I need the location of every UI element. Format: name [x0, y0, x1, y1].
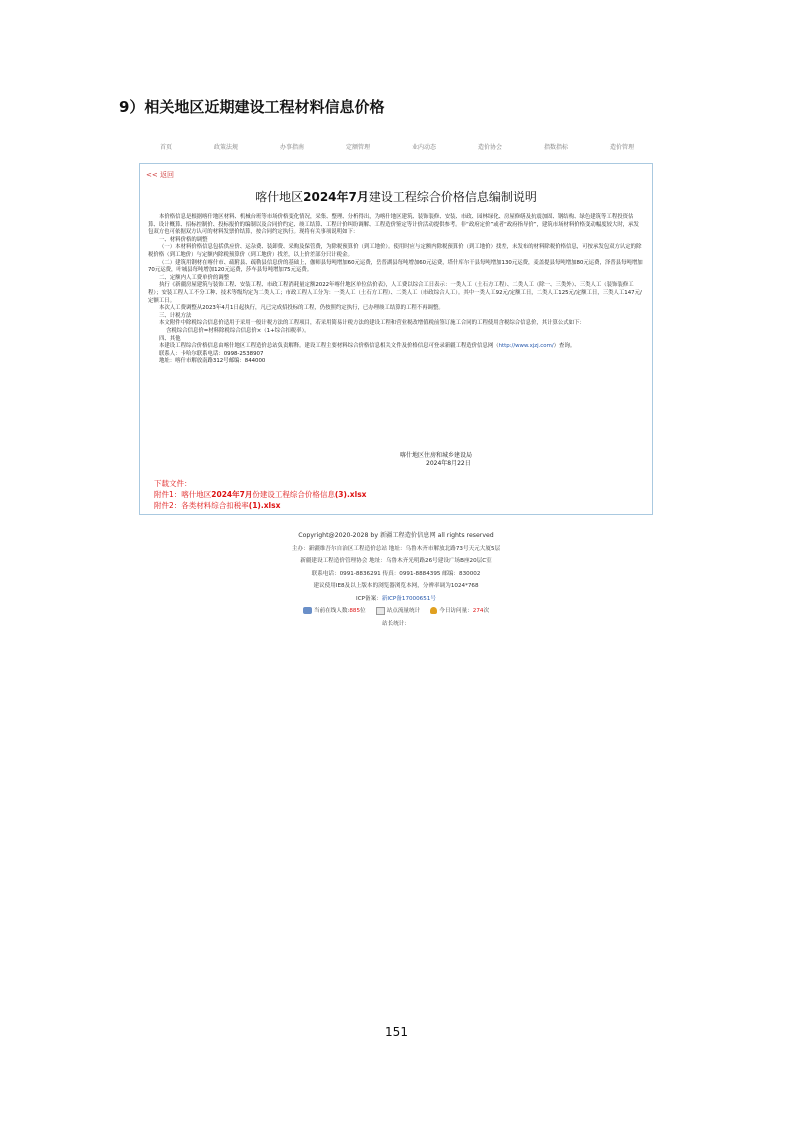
doc-title: [140, 188, 652, 205]
attachment-1-ext[interactable]: (3).xlsx: [334, 490, 367, 499]
online-count: [303, 605, 366, 618]
footer-sponsor: 主办：新疆维吾尔自治区工程造价总站 地址：乌鲁木齐市解放北路73号天元大厦5层: [291, 545, 501, 552]
footer-contact: 联系电话：0991-8836291 传真：0991-8884395 邮编：830002: [311, 570, 481, 577]
footer-management: 新疆建设工程造价管理协会 地址：乌鲁木齐光明路26号建设广场B座20层C室: [300, 558, 492, 564]
signature-block: [388, 452, 508, 468]
other-text: 本建设工程综合价格信息由喀什地区工程造价总站负责解释。建设工程主要材料综合价格信息相关文件及价格信息可登录新疆工程造价信息网（: [159, 343, 499, 350]
nav-item-association[interactable]: 造价协会: [477, 143, 502, 151]
attachment-1-name-post[interactable]: 份建设工程综合价格信息: [252, 490, 335, 499]
section-title: 9）相关地区近期建设工程材料信息价格: [119, 98, 385, 116]
heading-other: 四、其他: [159, 335, 181, 342]
flow-label[interactable]: 站点流量统计: [386, 608, 421, 614]
footer-stats-label: 站长统计：: [382, 620, 410, 627]
material-para-2: （二）建筑用钢材在喀什市、疏附县、疏勒县信息价的基础上，伽师县每吨增加60元运费，岳普湖县每吨增加60元运费，塔什库尔干县每吨增加130元运费，麦盖提县每吨增加80元运费，泽普县每吨增加70元运费，叶城县每吨增加120元运费，莎车县每吨增加75元运费。: [148, 259, 643, 274]
labor-para-1: 执行《新疆房屋建筑与装饰工程、安装工程、市政工程消耗量定额2022年喀什地区单位估价表》，人工费以综合工日表示：一类人工（土石方工程）、二类人工（除一、三类外）、三类人工（装饰装修工程）；安装工程人工不分工种、技术等级均定为二类人工；市政工程人工分为：一类人工（土石方工程）、二类人工（市政综合人工）。其中一类人工92元/定额工日，二类人工125元/定额工日，三类人工147元/定额工日。: [148, 282, 642, 304]
intro-paragraph: 本价格信息是根据喀什地区材料、机械台班等市场价格变化情况，采集、整理、分析得出，为喀什地区建筑、装饰装修、安装、市政、园林绿化、房屋修缮及抗震加固、钢结构、绿色建筑等工程投资估算、设计概算、招标控制价、投标报价的编制以及合同价约定、竣工结算、工程计价纠纷调解、工程造价鉴定等计价活动提供参考。非“政府定价”或者“政府指导价”，建筑市场材料价格变动幅度较大时，承发包双方也可依据双方认可的材料发票价结算，按合同约定执行。现将有关事项说明如下：: [148, 214, 639, 236]
tax-para-1: 本文附件中除税综合信息价适用于采用一般计税方法的工程项目，若采用简易计税方法的建设工程和营业税改增值税前签订施工合同的工程使用含税综合信息价，其计算公式如下：: [159, 320, 585, 327]
attachment-1-year[interactable]: 2024年7月: [211, 490, 253, 499]
footer-browser-note: 建议使用IE8及以上版本的浏览器浏览本网，分辨率调为1024*768: [313, 583, 479, 589]
attachment-1-prefix: 附件1：: [154, 490, 182, 499]
nav-item-cost[interactable]: 造价管理: [609, 143, 634, 151]
attachment-1[interactable]: [154, 489, 367, 500]
labor-para-2: 本次人工费调整从2023年4月1日起执行，凡已完成招投标的工程，仍按照约定执行，已办理竣工结算的工程不再调整。: [159, 305, 444, 312]
doc-title-pre: 喀什地区: [255, 190, 304, 204]
site-nav: [139, 139, 655, 153]
address-line: [148, 358, 644, 366]
footer-icp: [139, 593, 653, 606]
flow-stats[interactable]: [376, 605, 421, 618]
doc-title-year: 2024年7月: [303, 190, 369, 204]
page-number: 151: [385, 1025, 408, 1039]
visits-count: [430, 605, 489, 618]
back-link[interactable]: << 返回: [146, 171, 174, 179]
postcode: 邮编：844000: [228, 358, 266, 365]
site-footer: [139, 530, 653, 630]
doc-title-post: 建设工程综合价格信息编制说明: [368, 190, 537, 204]
website-link[interactable]: http://www.xjzj.com/: [498, 343, 554, 350]
signature-date: 2024年8月22日: [426, 460, 471, 467]
nav-item-index[interactable]: 指数指标: [543, 143, 568, 151]
visitor-icon: [430, 607, 437, 614]
footer-copyright: Copyright@2020-2028 by 新疆工程造价信息网 all rights reserved: [298, 532, 494, 539]
nav-item-quota[interactable]: 定额管理: [345, 143, 370, 151]
address: 地址：喀什市解放南路312号: [159, 358, 229, 365]
contact-phone: 联系电话：0998-2538907: [196, 350, 264, 357]
tax-formula: 含税综合信息价=材料除税综合信息价×（1+综合扣税率）。: [166, 327, 310, 334]
online-label: 当前在线人数:: [313, 608, 350, 614]
downloads: [154, 478, 367, 511]
online-value: 885: [349, 608, 361, 614]
footer-stats: [139, 605, 653, 618]
attachment-2[interactable]: [154, 500, 367, 511]
other-text-end: ）查询。: [553, 343, 576, 350]
nav-item-guide[interactable]: 办事指南: [279, 143, 304, 151]
visits-label: 今日访问量：: [439, 608, 473, 614]
material-para-1: （一）本材料价格信息包括供应价、运杂费、装卸费、采购及保管费，为除税预算价（到工地价）。使用时应与定额内除税预算价（到工地价）找差，未发布的材料除税价格信息，可按承发包双方认定的除税价格（到工地价）与定额内除税预算价（到工地价）找差，以上价差部分只计税金。: [148, 244, 642, 258]
attachment-2-name[interactable]: 各类材料综合扣税率: [181, 501, 249, 510]
attachment-2-prefix: 附件2：: [154, 501, 182, 510]
icp-label: ICP备案：: [356, 595, 382, 602]
signature-org: 喀什地区住房和城乡建设局: [400, 452, 473, 459]
heading-material: 一、材料价格的调整: [159, 236, 208, 243]
attachment-2-ext[interactable]: (1).xlsx: [248, 501, 281, 510]
other-para: [148, 343, 644, 351]
online-users-icon: [303, 607, 312, 614]
nav-item-news[interactable]: 业内动态: [411, 143, 436, 151]
visits-value: 274: [472, 608, 484, 614]
attachment-1-name-pre[interactable]: 喀什地区: [181, 490, 212, 499]
icp-link[interactable]: 新ICP备17000651号: [381, 595, 436, 602]
visits-unit: 次: [483, 608, 490, 614]
downloads-label: 下载文件：: [154, 479, 192, 488]
content-panel: [139, 163, 653, 515]
online-unit: 位: [360, 608, 366, 614]
contact-person: 联系人：卡哈尔: [159, 350, 197, 357]
nav-item-home[interactable]: 首页: [159, 143, 172, 151]
heading-labor: 二、定额内人工费单价的调整: [159, 274, 230, 281]
broken-image-icon: [376, 607, 385, 615]
heading-tax: 三、计税方法: [159, 312, 192, 319]
nav-item-policy[interactable]: 政策法规: [213, 143, 238, 151]
doc-body: [148, 214, 644, 366]
